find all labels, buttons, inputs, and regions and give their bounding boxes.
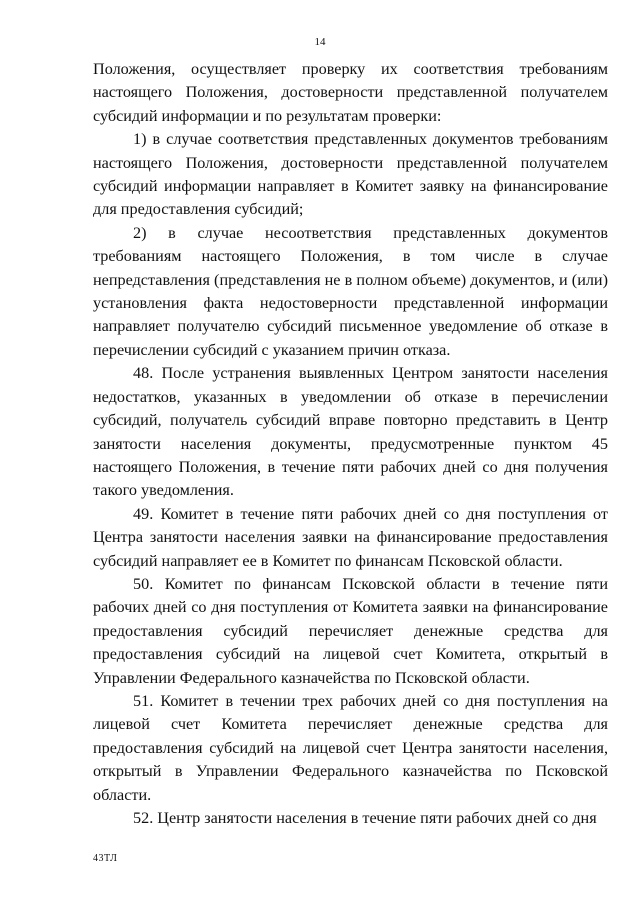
paragraph-item-2: 2) в случае несоответствия представленных документов требованиям настоящего Положения, в том числе в случае непредставления (представления не в полном объеме) документов, и (или) установления факта недостоверности представленной информации направляет получателю субсидий письменное уведомление об отказе в перечислении субсидий с указанием причин отказа. [93, 223, 608, 359]
paragraph-continuation: Положения, осуществляет проверку их соответствия требованиям настоящего Положения, достоверности представленной получателем субсидий информации и по результатам проверки: [93, 60, 608, 125]
paragraph-item-1: 1) в случае соответствия представленных документов требованиям настоящего Положения, достоверности представленной получателем субсидий информации направляет в Комитет заявку на финансирование для предоставления субсидий; [93, 130, 608, 219]
paragraph-48: 48. После устранения выявленных Центром занятости населения недостатков, указанных в уведомлении об отказе в перечислении субсидий, получатель субсидий вправе повторно представить в Центр занятости населения документы, предусмотренные пунктом 45 настоящего Положения, в течение пяти рабочих дней со дня получения такого уведомления. [93, 364, 608, 500]
footer-code: 43ТЛ [93, 853, 118, 864]
page-number: 14 [314, 36, 326, 48]
paragraph-51: 51. Комитет в течении трех рабочих дней со дня поступления на лицевой счет Комитета перечисляет денежные средства для предоставления субсидий на лицевой счет Центра занятости населения, открытый в Управлении Федерального казначейства по Псковской области. [93, 691, 608, 804]
paragraph-52: 52. Центр занятости населения в течение пяти рабочих дней со дня [133, 809, 597, 827]
paragraph-50: 50. Комитет по финансам Псковской области в течение пяти рабочих дней со дня поступления от Комитета заявки на финансирование предоставления субсидий перечисляет денежные средства для предоставления субсидий на лицевой счет Комитета, открытый в Управлении Федерального казначейства по Псковской области. [93, 574, 608, 687]
paragraph-49: 49. Комитет в течение пяти рабочих дней со дня поступления от Центра занятости населения заявки на финансирование предоставления субсидий направляет ее в Комитет по финансам Псковской области. [93, 504, 608, 570]
document-body [93, 58, 608, 830]
